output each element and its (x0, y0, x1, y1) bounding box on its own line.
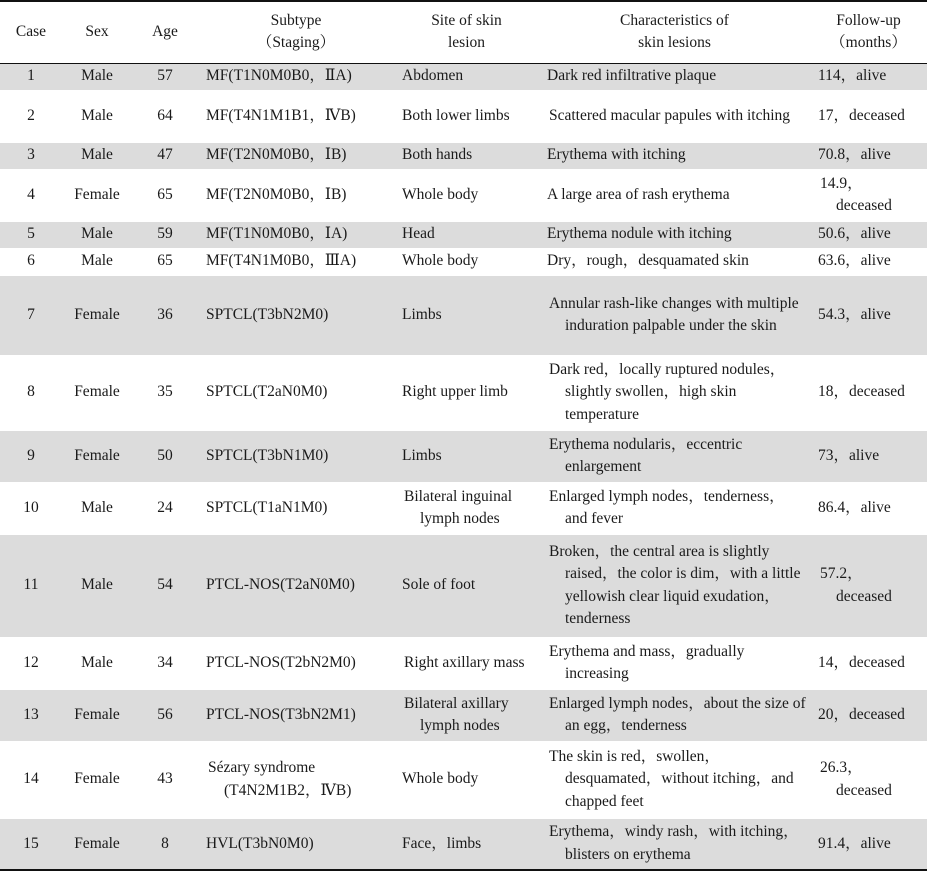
characteristics-text: Erythema and mass，gradually increasing (549, 642, 745, 682)
table-row (0, 355, 927, 430)
table-row (0, 482, 927, 534)
cell-age: 24 (157, 498, 173, 516)
cell-subtype: MF(T4N1M0B0，ⅢA) (206, 252, 357, 270)
follow-up-text: 14.9，deceased (820, 174, 892, 214)
cell-characteristics: Dark red infiltrative plaque (547, 67, 717, 85)
follow-up-text: 57.2，deceased (820, 565, 892, 605)
header-case: Case (15, 23, 47, 40)
cell-characteristics (539, 430, 810, 482)
table-row (0, 637, 927, 689)
cell-age: 64 (157, 106, 173, 124)
cell-age: 65 (157, 185, 173, 203)
follow-up-text: 26.3，deceased (820, 759, 892, 799)
cell-site: Limbs (402, 446, 442, 464)
cell-subtype: MF(T1N0M0B0，ⅡA) (206, 67, 352, 85)
header-age: Age (152, 23, 178, 40)
cell-sex: Female (74, 383, 120, 401)
cell-site: Limbs (402, 305, 442, 323)
cell-subtype: MF(T4N1M1B1，ⅣB) (206, 106, 356, 124)
cell-age: 36 (157, 305, 173, 323)
cell-case: 1 (27, 67, 35, 85)
characteristics-text: Dark red，locally ruptured nodules，slightly swollen，high skin temperature (549, 360, 786, 423)
cell-site: Whole body (402, 252, 479, 270)
cell-characteristics (539, 355, 810, 430)
characteristics-text: Scattered macular papules with itching (549, 106, 791, 124)
cell-case: 5 (27, 225, 35, 243)
cell-subtype (198, 741, 394, 818)
cell-age: 50 (157, 446, 173, 464)
table-row (0, 741, 927, 818)
cell-case: 12 (23, 653, 39, 671)
table-row (0, 221, 927, 248)
cell-characteristics (539, 818, 810, 870)
cell-sex: Male (81, 576, 113, 594)
cell-characteristics: Erythema nodule with itching (547, 225, 732, 243)
cell-follow-up: 54.3，alive (818, 305, 891, 323)
cell-subtype: PTCL-NOS(T2aN0M0) (206, 576, 355, 594)
characteristics-text: Annular rash-like changes with multiple induration palpable under the skin (549, 294, 799, 334)
cell-case: 7 (27, 305, 35, 323)
cell-sex: Female (74, 446, 120, 464)
cell-follow-up: 14，deceased (818, 653, 905, 671)
cell-age: 57 (157, 67, 173, 85)
characteristics-text: Broken，the central area is slightly raised，the color is dim，with a little yellowish clear liquid exudation，tenderness (549, 542, 801, 627)
cell-follow-up (810, 169, 927, 221)
table-row (0, 818, 927, 870)
table-row (0, 430, 927, 482)
cell-subtype: MF(T2N0M0B0，ⅠB) (206, 146, 347, 164)
cell-subtype: PTCL-NOS(T3bN2M1) (206, 705, 356, 723)
cell-follow-up: 73，alive (818, 446, 880, 464)
site-text: Right axillary mass (404, 653, 525, 671)
site-text: Bilateral inguinal lymph nodes (404, 487, 513, 527)
cell-site: Whole body (402, 770, 479, 788)
table-row (0, 275, 927, 355)
cell-site: Both lower limbs (402, 106, 510, 124)
cell-sex: Male (81, 146, 113, 164)
cell-sex: Male (81, 653, 113, 671)
table-row (0, 248, 927, 275)
characteristics-text: Erythema nodularis，eccentric enlargement (549, 435, 743, 475)
cell-age: 65 (157, 252, 173, 270)
cell-site: Whole body (402, 185, 479, 203)
cell-follow-up: 20，deceased (818, 705, 905, 723)
characteristics-text: The skin is red，swollen，desquamated，without itching，and chapped feet (549, 747, 794, 810)
cell-subtype: MF(T1N0M0B0，ⅠA) (206, 225, 348, 243)
table-row (0, 63, 927, 90)
cell-subtype: SPTCL(T1aN1M0) (206, 498, 328, 516)
table-row (0, 142, 927, 169)
cell-follow-up: 86.4，alive (818, 498, 891, 516)
cell-sex: Female (74, 834, 120, 852)
cell-characteristics (539, 482, 810, 534)
cell-sex: Female (74, 185, 120, 203)
cell-sex: Female (74, 305, 120, 323)
cell-sex: Female (74, 770, 120, 788)
characteristics-text: Enlarged lymph nodes，about the size of an egg，tenderness (549, 694, 806, 734)
cell-age: 43 (157, 770, 173, 788)
cell-characteristics: Erythema with itching (547, 146, 686, 164)
header-subtype: Subtype （Staging） (256, 11, 336, 52)
cell-site: Head (402, 225, 435, 243)
cell-follow-up: 114，alive (818, 67, 887, 85)
cell-case: 9 (27, 446, 35, 464)
subtype-text: Sézary syndrome (T4N2M1B2，ⅣB) (208, 759, 352, 799)
cell-case: 6 (27, 252, 35, 270)
cell-characteristics: Dry，rough，desquamated skin (547, 252, 749, 270)
table-row (0, 534, 927, 637)
cell-age: 8 (161, 834, 169, 852)
cell-case: 15 (23, 834, 39, 852)
cell-case: 2 (27, 106, 35, 124)
table-row (0, 169, 927, 221)
header-characteristics: Characteristics of skin lesions (620, 11, 729, 52)
characteristics-text: Enlarged lymph nodes，tenderness，and fever (549, 487, 785, 527)
cell-case: 13 (23, 705, 39, 723)
cell-subtype: SPTCL(T3bN1M0) (206, 446, 329, 464)
cell-follow-up: 17，deceased (818, 106, 905, 124)
cell-site: Abdomen (402, 67, 464, 85)
cell-age: 54 (157, 576, 173, 594)
cell-sex: Female (74, 705, 120, 723)
cell-characteristics: A large area of rash erythema (547, 185, 730, 203)
cell-characteristics (539, 741, 810, 818)
cell-follow-up: 91.4，alive (818, 834, 891, 852)
header-sex: Sex (85, 23, 109, 40)
cell-site: Right upper limb (402, 383, 508, 401)
site-text: Bilateral axillary lymph nodes (404, 694, 509, 734)
cell-case: 11 (23, 576, 39, 594)
cell-site: Sole of foot (402, 576, 476, 594)
cell-follow-up (810, 741, 927, 818)
cell-subtype: SPTCL(T3bN2M0) (206, 305, 329, 323)
cell-follow-up (810, 534, 927, 637)
cell-sex: Male (81, 498, 113, 516)
cell-site: Both hands (402, 146, 473, 164)
cell-age: 35 (157, 383, 173, 401)
cell-follow-up: 70.8，alive (818, 146, 891, 164)
header-row (0, 1, 927, 63)
cell-site (394, 689, 539, 741)
cell-case: 8 (27, 383, 35, 401)
cell-characteristics (539, 534, 810, 637)
cell-subtype: HVL(T3bN0M0) (206, 834, 314, 852)
table-row (0, 689, 927, 741)
cell-sex: Male (81, 252, 113, 270)
cell-age: 56 (157, 705, 173, 723)
cell-subtype: MF(T2N0M0B0，ⅠB) (206, 185, 347, 203)
characteristics-text: Erythema，windy rash，with itching，blisters on erythema (549, 823, 799, 863)
cell-follow-up: 18，deceased (818, 383, 905, 401)
header-follow-up: Follow-up （months） (830, 11, 907, 52)
cell-characteristics (539, 90, 810, 142)
cell-subtype: SPTCL(T2aN0M0) (206, 383, 328, 401)
cell-age: 59 (157, 225, 173, 243)
cell-case: 4 (27, 185, 35, 203)
cell-follow-up: 50.6，alive (818, 225, 891, 243)
cell-sex: Male (81, 67, 113, 85)
cell-age: 47 (157, 146, 173, 164)
cell-case: 10 (23, 498, 39, 516)
cell-characteristics (539, 637, 810, 689)
cell-site: Face，limbs (402, 834, 482, 852)
header-site: Site of skin lesion (431, 11, 502, 52)
cell-characteristics (539, 275, 810, 355)
cell-characteristics (539, 689, 810, 741)
cell-case: 14 (23, 770, 39, 788)
cell-case: 3 (27, 146, 35, 164)
cell-age: 34 (157, 653, 173, 671)
cell-site (394, 482, 539, 534)
table-row (0, 90, 927, 142)
cell-follow-up: 63.6，alive (818, 252, 891, 270)
cell-subtype: PTCL-NOS(T2bN2M0) (206, 653, 356, 671)
cell-sex: Male (81, 225, 113, 243)
cell-site (394, 637, 539, 689)
cell-sex: Male (81, 106, 113, 124)
